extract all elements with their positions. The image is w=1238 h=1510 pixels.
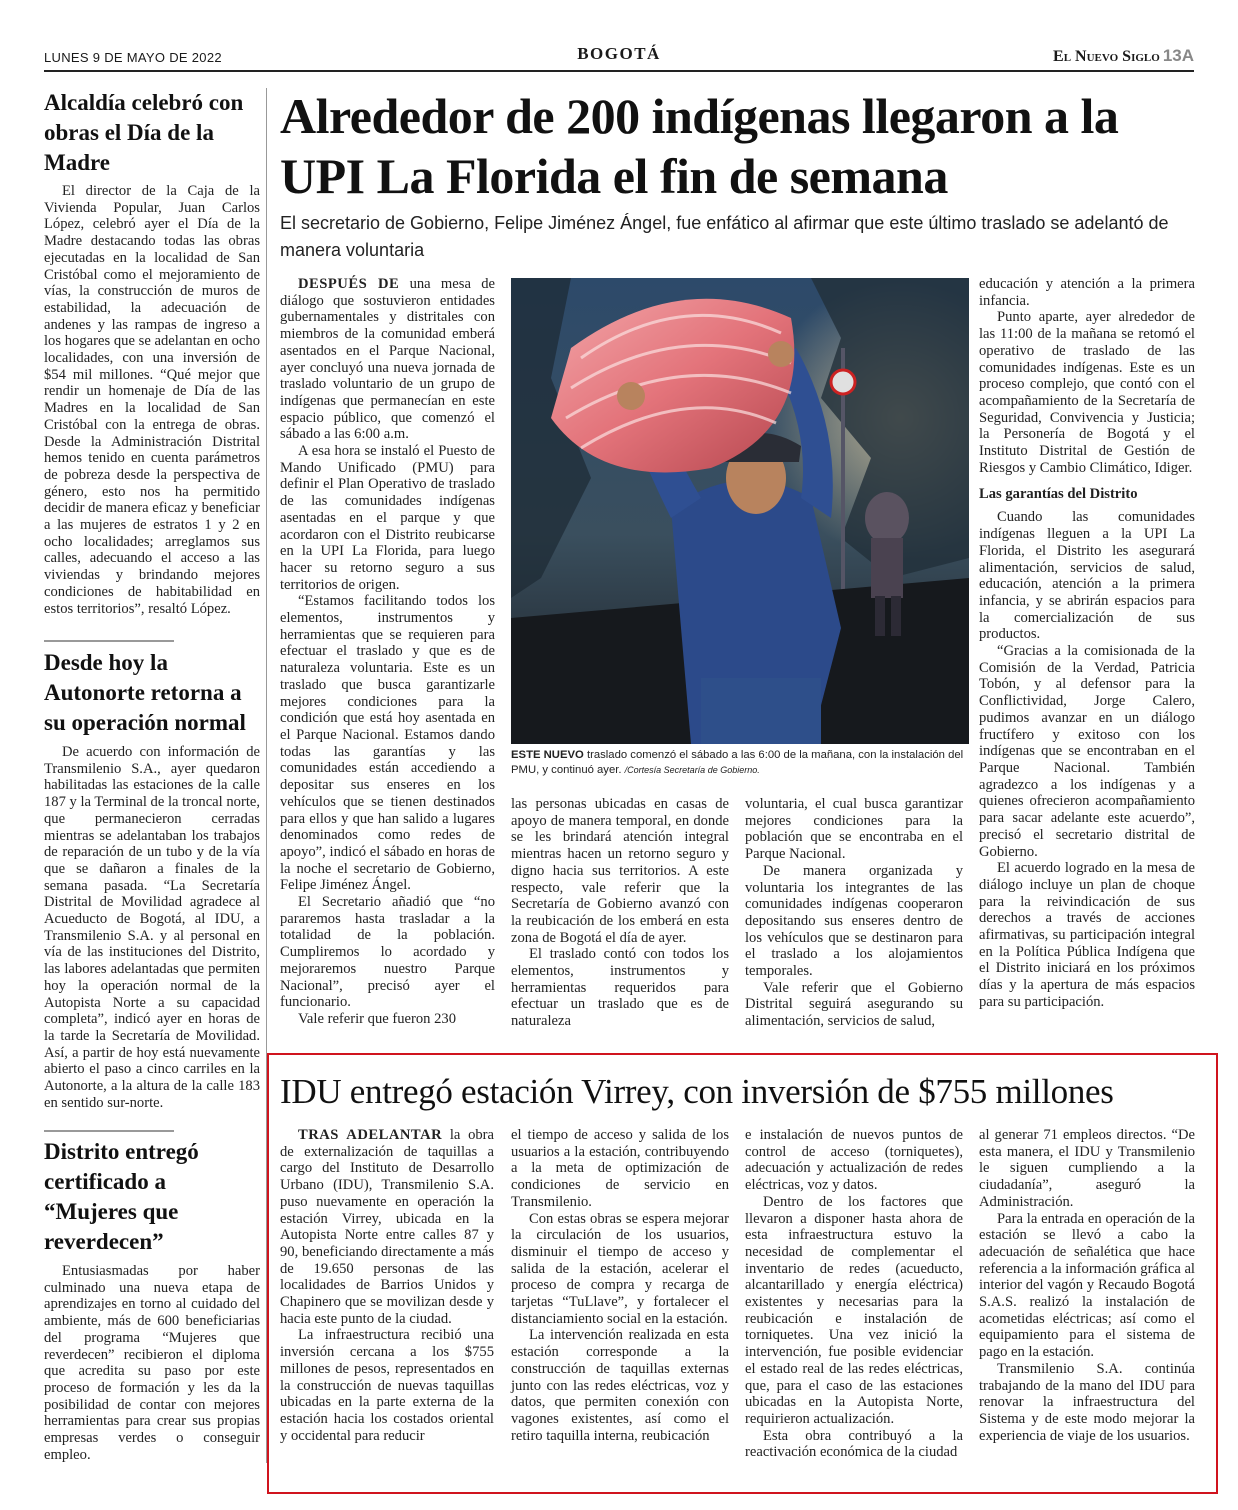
sidebar-story2-body (44, 744, 260, 1111)
main-col4-p2: Punto aparte, ayer alrededor de las 11:00 de la mañana se retomó el operativo de traslado de las comunidades indígenas. Este es un proceso complejo, que contó con el acompañamiento de la Secretaría de Seguridad, Convivencia y Justicia; la Personería de Bogotá y el Instituto Distrital de Gestión de Riesgos y Cambio Climático, Idiger. (979, 309, 1195, 476)
section-title: BOGOTÁ (577, 44, 661, 63)
box-col3-p1: e instalación de nuevos puntos de control de acceso (torniquetes), adecuación y actualización de redes eléctricas, voz y datos. (745, 1127, 963, 1194)
sidebar-story1-body (44, 183, 260, 617)
main-col4 (979, 276, 1195, 1011)
main-col1-p2: A esa hora se instaló el Puesto de Mando Unificado (PMU) para definir el Plan Operativo de traslado de las comunidades indígenas asentadas en el parque y que acordaron con el Distrito reubicarse en la UPI La Florida, para luego hacer su retorno seguro a sus territorios de origen. (280, 443, 495, 593)
main-subhead: Las garantías del Distrito (979, 486, 1138, 503)
sidebar-story1-text: El director de la Caja de la Vivienda Popular, Juan Carlos López, celebró ayer el Día de la Madre destacando todas las obras ejecutadas en la localidad de San Cristóbal como el mejoramiento de vías, la construcción de muros de estabilidad, la adecuación de andenes y las rampas de ingreso a los hogares que se adelantan en ocho localidades, con una inversión de $54 mil millones. “Qué mejor que rendir un homenaje de Día de las Madres en la localidad de San Cristóbal con la entrega de obras. Desde la Administración Distrital hemos tenido en cuenta parámetros de pobreza desde la perspectiva de género, esto nos ha permitido decidir de manera eficaz y beneficiar a las mujeres de estratos 1 y 2 en ocho localidades; arreglamos sus calles, adecuando el acceso a las viviendas y brindando mejores condiciones de habitabilidad en estos territorios”, resaltó López. (44, 183, 260, 617)
box-col4-p3: Transmilenio S.A. continúa trabajando de la mano del IDU para renovar la infraestructura del Sistema y de este modo mejorar la experiencia de viaje de los usuarios. (979, 1360, 1195, 1444)
main-col3-p1: voluntaria, el cual busca garantizar mejores condiciones para la población que se encontraba en el Parque Nacional. (745, 796, 963, 863)
box-col4-p2: Para la entrada en operación de la estación se llevó a cabo la adecuación de señalética que hace referencia a la información gráfica al interior del vagón y Recaudo Bogotá S.A.S. realizó la instalación de acometidas eléctricas; así como el equipamiento para el sistema de pago en la estación. (979, 1210, 1195, 1361)
main-col4-p5: El acuerdo logrado en la mesa de diálogo incluye un plan de choque para la reivindicación de sus derechos a través de acciones afirmativas, su participación integral en la Política Pública Indígena que el Distrito iniciará en los próximos días y la apertura de más espacios para su participación. (979, 860, 1195, 1010)
caption-text: traslado comenzó el sábado a las 6:00 de la mañana, con la instalación del PMU, y continuó ayer. (511, 749, 964, 776)
main-col4-p3: Cuando las comunidades indígenas lleguen a la UPI La Florida, el Distrito les asegurará alimentación, servicios de salud, educación, atención a la primera infancia, y se abrirán espacios para la comercialización de sus productos. (979, 509, 1195, 643)
main-col2-p1: las personas ubicadas en casas de apoyo de manera temporal, en donde se les brindará atención integral mientras hacen un retorno seguro y digno hacia sus territorios. A este respecto, vale referir que la Secretaría de Gobierno avanzó con la reubicación de los emberá en esta zona de Bogotá el día de ayer. (511, 796, 729, 946)
main-headline: Alrededor de 200 indígenas llegaron a la UPI La Florida el fin de semana (280, 88, 1119, 204)
box-col2-p2: Con estas obras se espera mejorar la circulación de los usuarios, disminuir el tiempo de acceso y salida de la estación, acelerar el proceso de compra y recarga de tarjetas “TuLlave”, y fortalecer el distanciamiento social en la estación. (511, 1210, 729, 1327)
sidebar-story3-headline: Distrito entregó certificado a “Mujeres que reverdecen” (44, 1139, 199, 1254)
main-col2 (511, 796, 729, 1030)
caption-lead: ESTE NUEVO (511, 749, 584, 761)
main-col3 (745, 796, 963, 1030)
box-col4 (979, 1127, 1195, 1444)
sidebar-story3-text: Entusiasmadas por haber culminado una nueva etapa de aprendizajes en torno al cuidado del ambiente, más de 600 beneficiarias del programa “Mujeres que reverdecen” recibieron el diploma que acredita su paso por este proceso de formación y les da la posibilidad de contar con mejores herramientas para crear sus propias empresas verdes o conseguir empleo. (44, 1263, 260, 1463)
main-col3-p3: Vale referir que el Gobierno Distrital seguirá asegurando su alimentación, servicios de salud, (745, 979, 963, 1030)
photo-illustration (511, 278, 969, 744)
box-col2-p1: el tiempo de acceso y salida de los usuarios a la estación, contribuyendo a la meta de optimización de condiciones de servicio en Transmilenio. (511, 1127, 729, 1210)
sidebar-story3-body (44, 1263, 260, 1463)
box-col3-p3: Esta obra contribuyó a la reactivación económica de la ciudad (745, 1427, 963, 1461)
main-col4-p4: “Gracias a la comisionada de la Comisión de la Verdad, Patricia Tobón, y al defensor para la Conflictividad, Jorge Calero, pudimos avanzar en un diálogo fructífero y exitoso con los indígenas que se encontraban en el Parque Nacional. También agradezco a los indígenas y a quienes ofrecieron acompañamiento para sacar adelante este acuerdo”, precisó el secretario distrital de Gobierno. (979, 643, 1195, 860)
box-col3-p2: Dentro de los factores que llevaron a disponer hasta ahora de esta infraestructura estuvo la necesidad de complementar el inventario de redes (acueducto, alcantarillado y energía eléctrica) existentes y necesarias para la reubicación e instalación de torniquetes. Una vez inició la intervención, fue posible evidenciar el estado real de las redes eléctricas, que, para el caso de las estaciones ubicadas en la Autopista Norte, requirieron actualización. (745, 1193, 963, 1427)
sidebar-divider (44, 1130, 174, 1132)
photo-credit: /Cortesía Secretaría de Gobierno. (624, 765, 760, 775)
box-col3 (745, 1127, 963, 1461)
box-col2 (511, 1127, 729, 1444)
main-lead: DESPUÉS DE (298, 276, 400, 292)
box-col1-p2: La infraestructura recibió una inversión cercana a los $755 millones de pesos, representados en la construcción de nuevas taquillas ubicadas en la parte externa de la estación hacia los costados oriental y occidental para reducir (280, 1327, 494, 1444)
main-col1-p4: El Secretario añadió que “no pararemos hasta trasladar a la totalidad de la población. Cumpliremos lo acordado y mejoraremos nuestro Parque Nacional”, precisó ayer el funcionario. (280, 894, 495, 1011)
box-col4-p1: al generar 71 empleos directos. “De esta manera, el IDU y Transmilenio le siguen cumpliendo a la ciudadanía”, aseguró la Administración. (979, 1127, 1195, 1210)
sidebar-story2-headline: Desde hoy la Autonorte retorna a su operación normal (44, 650, 246, 735)
main-subheadline: El secretario de Gobierno, Felipe Jiménez Ángel, fue enfático al afirmar que este último traslado se adelantó de manera voluntaria (280, 213, 1169, 260)
publication-name: El Nuevo Siglo (1053, 48, 1160, 65)
header-rule (44, 70, 1194, 72)
main-col1-p5: Vale referir que fueron 230 (298, 1010, 457, 1027)
box-col1 (280, 1127, 494, 1444)
box-col2-p3: La intervención realizada en esta estación corresponde a la construcción de taquillas externas junto con las redes eléctricas, voz y datos, que permiten conexión con vagones existentes, así como el retiro taquilla interna, reubicación (511, 1327, 729, 1444)
sidebar-story1-headline: Alcaldía celebró con obras el Día de la Madre (44, 90, 244, 175)
box-col1-p1: la obra de externalización de taquillas a cargo del Instituto de Desarrollo Urbano (IDU), Transmilenio S.A. puso nuevamente en operación la estación Virrey, ubicada en la Autopista Norte entre calles 87 y 90, beneficiando directamente a más de 19.650 personas de las localidades de Barrios Unidos y Chapinero que se movilizan desde y hacia este punto de la ciudad. (280, 1127, 495, 1327)
main-col1-p1: una mesa de diálogo que sostuvieron entidades gubernamentales y distritales con miembros de la comunidad emberá asentados en el Parque Nacional, ayer concluyó una nueva jornada de traslado voluntario de un grupo de indígenas que permanecían en este espacio público, que comenzó el sábado a las 6:00 a.m. (280, 276, 495, 443)
box-headline: IDU entregó estación Virrey, con inversión de $755 millones (280, 1072, 1114, 1111)
header-publication (1053, 46, 1194, 66)
news-photo (511, 278, 969, 744)
page-number: 13A (1162, 46, 1194, 65)
main-col1-p3: “Estamos facilitando todos los elementos, instrumentos y herramientas que se requieren para efectuar el traslado y que es de naturaleza voluntaria. Este es un traslado que busca garantizarle mejores condiciones para la condición que está hoy asentada en el Parque Nacional. Estamos dando todas las garantías y las comunidades están accediendo a depositar sus enseres en los vehículos que se tienen destinados para ellos y que han salido a lugares denominados como redes de apoyo”, indicó el sábado en horas de la noche el secretario de Gobierno, Felipe Jiménez Ángel. (280, 593, 495, 894)
sidebar-divider (44, 640, 174, 642)
main-col3-p2: De manera organizada y voluntaria los integrantes de las comunidades indígenas cooperaron depositando sus enseres dentro de los vehículos que se destinaron para el traslado a los alojamientos temporales. (745, 862, 963, 980)
box-lead: TRAS ADELANTAR (298, 1127, 443, 1143)
main-col1 (280, 276, 495, 1028)
main-col4-p1: educación y atención a la primera infancia. (979, 276, 1195, 309)
photo-caption (511, 748, 971, 778)
sidebar-story2-text: De acuerdo con información de Transmilenio S.A., ayer quedaron habilitadas las estaciones de la calle 187 y la Terminal de la troncal norte, que permanecieron cerradas mientras se adelantaban los trabajos de reparación de un tubo y de la vía que se dañaron a finales de la semana pasada. “La Secretaría Distrital de Movilidad agradece al Acueducto de Bogotá, al IDU, a Transmilenio S.A. y al personal en vía de las instituciones del Distrito, las labores adelantadas que permiten hoy la operación normal de la Autopista Norte a su capacidad completa”, indicó ayer en horas de la tarde la Secretaría de Movilidad. Así, a partir de hoy está nuevamente abierto el paso a cinco carriles en la Autonorte, a la altura de la calle 183 en sentido sur-norte. (44, 744, 260, 1111)
header-date: LUNES 9 DE MAYO DE 2022 (44, 50, 222, 65)
main-col2-p2: El traslado contó con todos los elementos, instrumentos y herramientas requeridos para efectuar un traslado que es de naturaleza (511, 946, 729, 1030)
